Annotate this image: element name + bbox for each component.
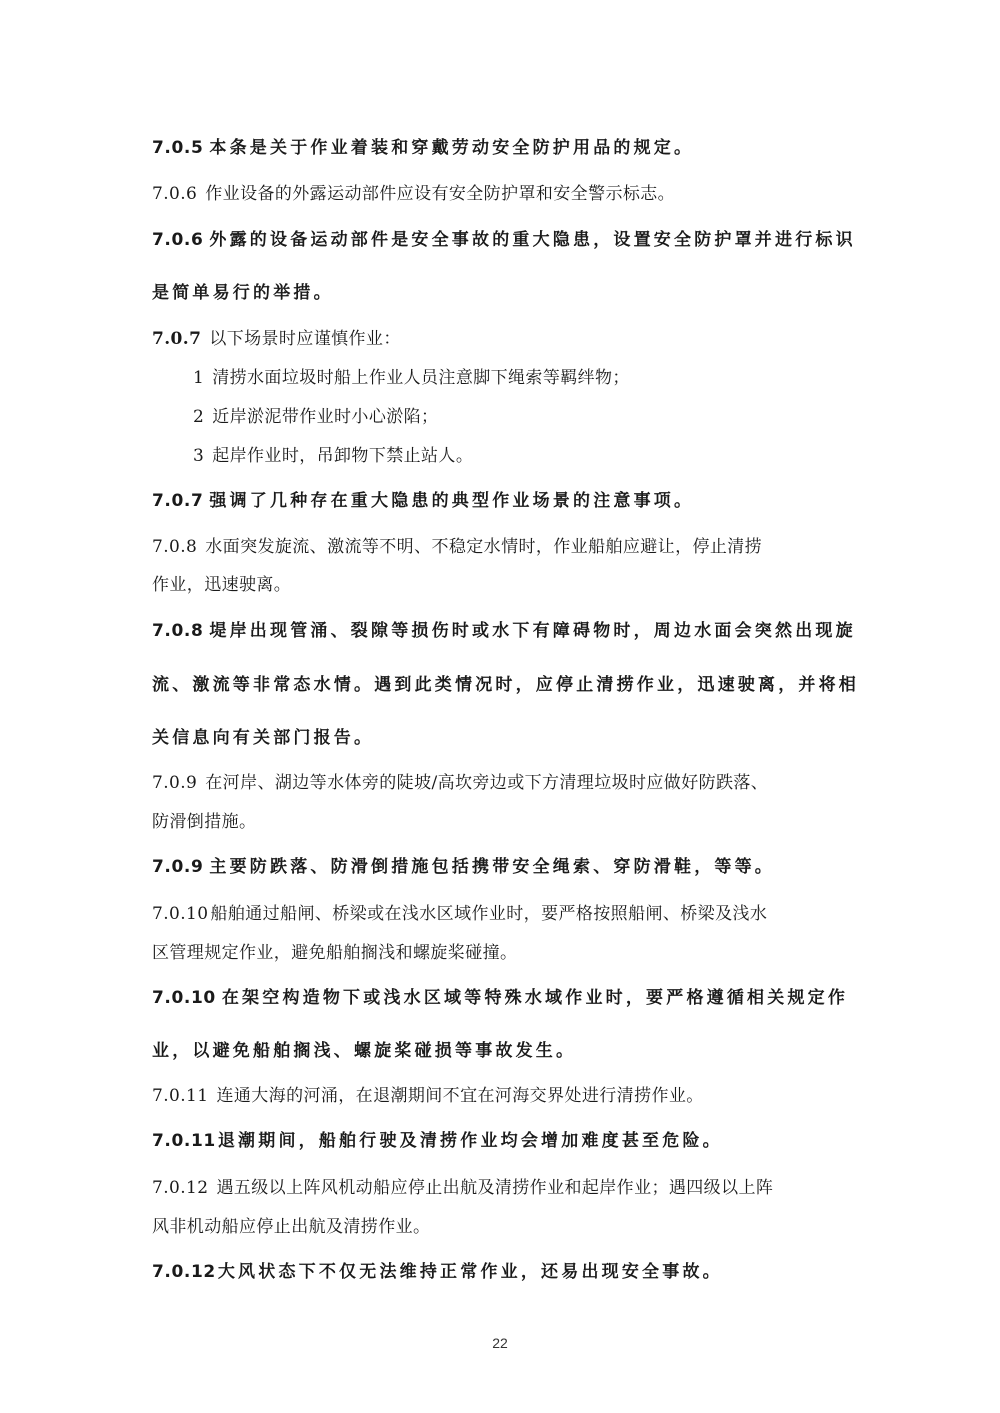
commentary-text: 大风状态下不仅无法维持正常作业，还易出现安全事故。: [217, 1262, 723, 1282]
list-item-2: [193, 405, 438, 429]
clause-number: 7.0.10: [152, 988, 216, 1008]
clause-number: 7.0.5: [152, 138, 204, 158]
clause-number: 7.0.9: [152, 857, 204, 877]
commentary-7-0-8-line-2: [152, 673, 859, 697]
commentary-text: 本条是关于作业着装和穿戴劳动安全防护用品的规定。: [209, 138, 695, 158]
clause-7-0-9-line-1: [152, 771, 768, 795]
clause-number: 7.0.7: [152, 329, 202, 349]
clause-text: 风非机动船应停止出航及清捞作业。: [152, 1217, 431, 1237]
clause-number: 7.0.7: [152, 491, 204, 511]
clause-text: 船舶通过船闸、桥梁或在浅水区域作业时，要严格按照船闸、桥梁及浅水: [210, 904, 768, 924]
clause-number: 7.0.8: [152, 621, 204, 641]
page-number: 22: [492, 1335, 508, 1351]
clause-text: 防滑倒措施。: [152, 812, 257, 832]
commentary-7-0-12: [152, 1260, 723, 1284]
clause-number: 7.0.10: [152, 904, 209, 924]
commentary-text: 外露的设备运动部件是安全事故的重大隐患，设置安全防护罩并进行标识: [209, 230, 856, 250]
clause-text: 作业设备的外露运动部件应设有安全防护罩和安全警示标志。: [205, 184, 676, 204]
clause-number: 7.0.6: [152, 184, 198, 204]
clause-number: 7.0.8: [152, 537, 198, 557]
commentary-text: 业，以避免船舶搁浅、螺旋桨碰损等事故发生。: [152, 1041, 577, 1061]
clause-text: 连通大海的河涌，在退潮期间不宜在河海交界处进行清捞作业。: [216, 1086, 704, 1106]
clause-text: 作业，迅速驶离。: [152, 575, 292, 595]
list-item-3: [193, 444, 473, 468]
clause-7-0-8-line-2: [152, 573, 291, 597]
commentary-7-0-10-line-1: [152, 986, 848, 1010]
clause-text: 以下场景时应谨慎作业：: [209, 329, 401, 349]
clause-number: 7.0.9: [152, 773, 198, 793]
commentary-text: 关信息向有关部门报告。: [152, 728, 375, 748]
commentary-7-0-7: [152, 489, 694, 513]
item-text: 清捞水面垃圾时船上作业人员注意脚下绳索等羁绊物；: [212, 368, 630, 388]
clause-7-0-6: [152, 182, 675, 206]
clause-number: 7.0.12: [152, 1262, 216, 1282]
commentary-text: 是简单易行的举措。: [152, 283, 334, 303]
clause-text: 在河岸、湖边等水体旁的陡坡/高坎旁边或下方清理垃圾时应做好防跌落、: [205, 773, 769, 793]
commentary-text: 强调了几种存在重大隐患的典型作业场景的注意事项。: [209, 491, 695, 511]
clause-number: 7.0.11: [152, 1131, 216, 1151]
clause-7-0-12-line-1: [152, 1176, 773, 1200]
clause-7-0-9-line-2: [152, 810, 256, 834]
commentary-7-0-5: [152, 136, 694, 160]
commentary-7-0-8-line-3: [152, 726, 374, 750]
item-text: 近岸淤泥带作业时小心淤陷；: [212, 407, 439, 427]
clause-7-0-8-line-1: [152, 535, 762, 559]
clause-text: 区管理规定作业，避免船舶搁浅和螺旋桨碰撞。: [152, 943, 518, 963]
clause-7-0-7: [152, 327, 401, 351]
commentary-7-0-6-line-2: [152, 281, 334, 305]
clause-number: 7.0.11: [152, 1086, 209, 1106]
clause-text: 遇五级以上阵风机动船应停止出航及清捞作业和起岸作业；遇四级以上阵: [216, 1178, 774, 1198]
clause-text: 水面突发旋流、激流等不明、不稳定水情时，作业船舶应避让，停止清捞: [205, 537, 763, 557]
commentary-text: 堤岸出现管涌、裂隙等损伤时或水下有障碍物时，周边水面会突然出现旋: [209, 621, 856, 641]
commentary-7-0-11: [152, 1129, 723, 1153]
clause-7-0-12-line-2: [152, 1215, 430, 1239]
commentary-7-0-9: [152, 855, 775, 879]
clause-7-0-11: [152, 1084, 704, 1108]
commentary-text: 在架空构造物下或浅水区域等特殊水域作业时，要严格遵循相关规定作: [221, 988, 849, 1008]
commentary-7-0-8-line-1: [152, 619, 856, 643]
clause-number: 7.0.6: [152, 230, 204, 250]
commentary-7-0-10-line-2: [152, 1039, 576, 1063]
item-number: 3: [193, 446, 205, 466]
item-number: 2: [193, 407, 205, 427]
commentary-text: 退潮期间，船舶行驶及清捞作业均会增加难度甚至危险。: [217, 1131, 723, 1151]
clause-7-0-10-line-2: [152, 941, 517, 965]
clause-7-0-10-line-1: [152, 902, 767, 926]
item-number: 1: [193, 368, 205, 388]
commentary-text: 流、激流等非常态水情。遇到此类情况时，应停止清捞作业，迅速驶离，并将相: [152, 675, 859, 695]
commentary-7-0-6-line-1: [152, 228, 856, 252]
clause-number: 7.0.12: [152, 1178, 209, 1198]
commentary-text: 主要防跌落、防滑倒措施包括携带安全绳索、穿防滑鞋，等等。: [209, 857, 776, 877]
list-item-1: [193, 366, 630, 390]
item-text: 起岸作业时，吊卸物下禁止站人。: [212, 446, 474, 466]
